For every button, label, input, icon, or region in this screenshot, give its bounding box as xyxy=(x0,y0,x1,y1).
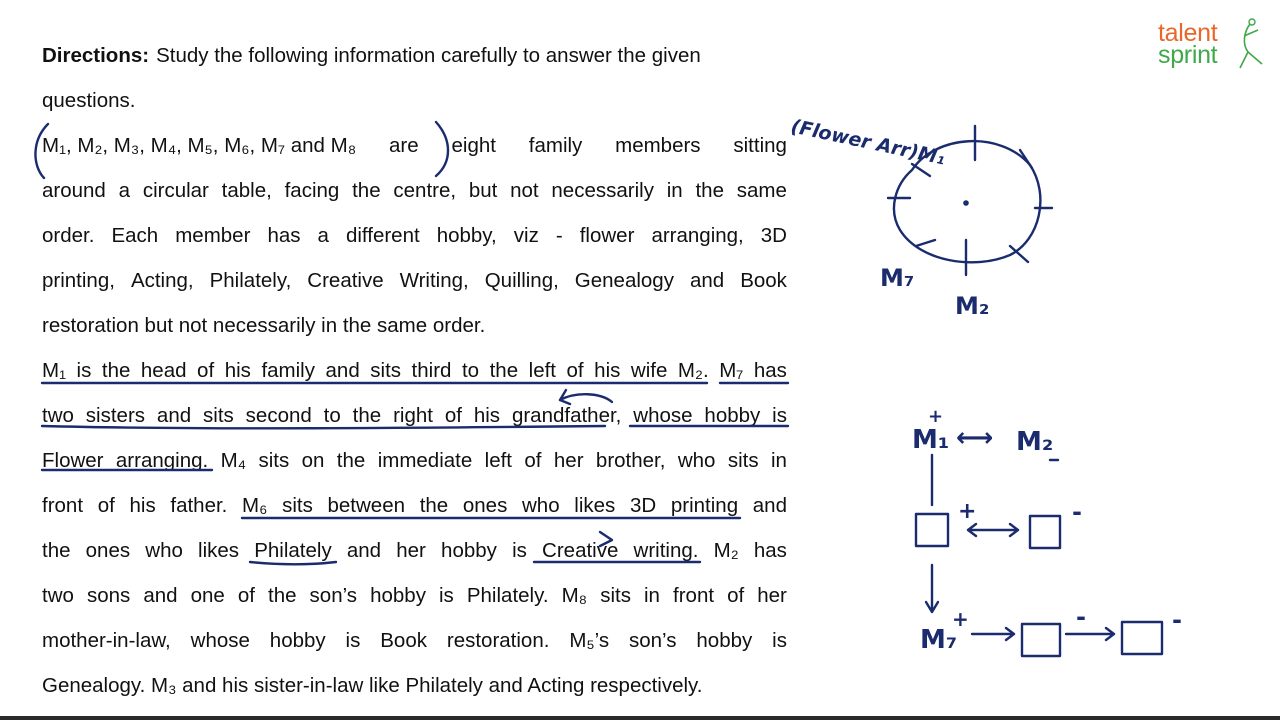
tree-m1: M₁ xyxy=(912,425,950,455)
minus-mark: - xyxy=(1072,498,1082,526)
passage-line xyxy=(42,33,787,78)
passage-word: is xyxy=(772,404,787,427)
passage-word: and xyxy=(346,539,382,562)
seat-tick xyxy=(1020,150,1032,168)
seating-circle xyxy=(894,141,1040,262)
plus-mark: + xyxy=(928,406,944,427)
passage-word: of xyxy=(237,584,255,607)
passage-word: viz xyxy=(513,224,539,247)
passage-line xyxy=(42,78,787,123)
flower-arr-label: (Flower Arr)M₁ xyxy=(788,115,948,170)
passage-line xyxy=(42,618,787,663)
passage-word: hobby xyxy=(269,629,326,652)
passage-line xyxy=(42,528,787,573)
passage-word: order. xyxy=(42,224,95,247)
passage-line xyxy=(42,348,787,393)
passage-word: front xyxy=(42,494,84,517)
passage-word: 3D xyxy=(760,224,787,247)
passage-word: M₆ xyxy=(242,494,268,517)
passage-word: left xyxy=(528,359,556,382)
passage-word: wife xyxy=(630,359,668,382)
passage-word: of xyxy=(727,584,745,607)
passage-word: son’s xyxy=(629,629,677,652)
passage-word: eight xyxy=(451,134,496,157)
passage-word: different xyxy=(345,224,420,247)
passage-word: M₁, M₂, M₃, M₄, M₅, M₆, M₇ and M₈ xyxy=(42,134,357,157)
passage-word: hobby xyxy=(370,584,426,607)
passage-word: mother-in-law, xyxy=(42,629,171,652)
passage-word: his xyxy=(594,359,621,382)
passage-line xyxy=(42,393,787,438)
passage-text: restoration but not necessarily in the same order. xyxy=(42,314,486,337)
passage-word: a xyxy=(118,179,131,202)
passage-word: his xyxy=(473,404,501,427)
passage-word: not xyxy=(510,179,539,202)
passage-word: is xyxy=(76,359,92,382)
passage-word: are xyxy=(389,134,419,157)
passage-line xyxy=(42,123,787,168)
passage-line xyxy=(42,258,787,303)
minus-mark: - xyxy=(1076,603,1086,631)
passage-word: ones xyxy=(462,494,508,517)
passage-word: the xyxy=(42,539,71,562)
passage-word: right xyxy=(393,404,433,427)
passage-word: is xyxy=(772,629,787,652)
passage-word: third xyxy=(411,359,452,382)
passage-word: her xyxy=(553,449,584,472)
passage-line xyxy=(42,438,787,483)
passage-word: who xyxy=(145,539,183,562)
passage-word: and xyxy=(752,494,787,517)
passage-word: has xyxy=(753,539,787,562)
passage-word: Philately xyxy=(254,539,332,562)
passage-word: Book xyxy=(740,269,787,292)
passage-word: the xyxy=(489,359,519,382)
person-box xyxy=(1022,624,1060,656)
passage-word: Philately, xyxy=(209,269,292,292)
passage-word: hobby, xyxy=(436,224,497,247)
plus-mark: + xyxy=(952,607,969,631)
passage-word: Acting, xyxy=(130,269,194,292)
passage-text: Genealogy. M₃ and his sister-in-law like Philately and Acting respectively. xyxy=(42,674,703,697)
passage-word: member xyxy=(175,224,251,247)
runner-icon xyxy=(1158,18,1268,73)
passage-word: printing, xyxy=(42,269,115,292)
passage-word: family xyxy=(261,359,315,382)
seat-label-m7: M₇ xyxy=(880,264,915,292)
circle-centre-dot xyxy=(964,201,967,204)
passage-word: centre, xyxy=(393,179,457,202)
passage-word: circular xyxy=(142,179,209,202)
passage-word: and xyxy=(325,359,360,382)
passage-line xyxy=(42,663,787,708)
passage-word: flower xyxy=(579,224,635,247)
person-box xyxy=(1122,622,1162,654)
passage-word: hobby xyxy=(696,629,753,652)
passage-word: Writing, xyxy=(399,269,469,292)
passage-word: his xyxy=(129,494,156,517)
passage-word: facing xyxy=(284,179,340,202)
passage-word: M₈ xyxy=(561,584,588,607)
passage-word: of xyxy=(444,404,462,427)
passage-word: two xyxy=(42,404,74,427)
seat-tick xyxy=(916,240,935,246)
passage-word: table, xyxy=(221,179,272,202)
passage-word: arranging. xyxy=(115,449,209,472)
passage-word: M₁ xyxy=(42,359,66,382)
passage-word: of xyxy=(97,494,115,517)
passage-word: whose xyxy=(190,629,250,652)
passage-word: around xyxy=(42,179,106,202)
passage-word: grandfather, xyxy=(511,404,622,427)
passage-word: the xyxy=(419,494,449,517)
minus-mark: - xyxy=(1172,606,1182,634)
passage-word: of xyxy=(197,359,215,382)
passage-line xyxy=(42,303,787,348)
passage-word: two xyxy=(42,584,74,607)
passage-word: and xyxy=(689,269,725,292)
passage-word: of xyxy=(566,359,584,382)
passage-line xyxy=(42,573,787,618)
passage-word: likes xyxy=(198,539,240,562)
passage-word: who xyxy=(677,449,716,472)
talentsprint-logo xyxy=(1158,18,1268,73)
passage-word: the xyxy=(336,449,366,472)
directions-heading: Directions: xyxy=(42,44,150,67)
passage-word: - xyxy=(555,224,563,247)
seat-tick xyxy=(912,164,930,176)
passage-word: sits xyxy=(600,584,631,607)
passage-word: and xyxy=(143,584,178,607)
passage-word: sits xyxy=(370,359,402,382)
passage-word: immediate xyxy=(377,449,473,472)
passage-word: M₂ xyxy=(713,539,739,562)
passage-word: Each xyxy=(111,224,159,247)
passage-word: the xyxy=(695,179,724,202)
directions-text: Study the following information carefully to answer the given xyxy=(156,44,701,67)
passage-word: writing. xyxy=(633,539,699,562)
passage-word: head xyxy=(140,359,187,382)
directions-text: questions. xyxy=(42,89,136,112)
logo-talent-text: talent xyxy=(1158,19,1218,47)
passage-word: her xyxy=(757,584,787,607)
passage-word: family xyxy=(528,134,583,157)
passage-word: members xyxy=(615,134,701,157)
passage-word: likes xyxy=(574,494,616,517)
passage-word: hobby xyxy=(441,539,497,562)
passage-word: the xyxy=(352,179,381,202)
passage-word: second xyxy=(245,404,312,427)
sibling-arrow xyxy=(972,628,1014,640)
passage-word: is xyxy=(512,539,527,562)
passage-word: one xyxy=(190,584,225,607)
passage-word: her xyxy=(396,539,426,562)
passage-word: the xyxy=(101,359,131,382)
passage-word: who xyxy=(522,494,560,517)
child-arrow xyxy=(926,565,938,612)
passage-word: 3D xyxy=(629,494,657,517)
passage-word: a xyxy=(317,224,329,247)
passage-line xyxy=(42,483,787,528)
passage-word: Book xyxy=(380,629,427,652)
passage-word: necessarily xyxy=(551,179,654,202)
passage-line xyxy=(42,213,787,258)
passage-word: on xyxy=(301,449,325,472)
passage-word: Flower xyxy=(42,449,104,472)
passage-word: ones xyxy=(85,539,131,562)
tree-m2: M₂ xyxy=(1016,427,1054,457)
passage-word: to xyxy=(461,359,480,382)
passage-word: sons xyxy=(86,584,131,607)
passage-word: his xyxy=(224,359,251,382)
sibling-arrow xyxy=(1066,628,1114,640)
passage-word: M₂. xyxy=(677,359,709,382)
passage-word: of xyxy=(524,449,542,472)
spouse-arrow xyxy=(968,524,1018,536)
passage-word: restoration. xyxy=(446,629,550,652)
passage-word: in xyxy=(644,584,660,607)
passage-word: Philately. xyxy=(466,584,549,607)
passage-word: but xyxy=(468,179,498,202)
passage-word: sitting xyxy=(733,134,787,157)
tree-double-arrow: ⟷ xyxy=(956,423,994,453)
passage-word: sits xyxy=(727,449,759,472)
passage-word: M₇ xyxy=(719,359,744,382)
passage-word: sits xyxy=(258,449,290,472)
passage-word: in xyxy=(770,449,787,472)
passage-word: has xyxy=(753,359,787,382)
passage-word: son’s xyxy=(309,584,358,607)
passage-word: printing xyxy=(670,494,739,517)
passage-word: whose xyxy=(633,404,693,427)
passage-word: and xyxy=(156,404,192,427)
person-box xyxy=(1030,516,1060,548)
passage-word: sits xyxy=(203,404,234,427)
passage-word: to xyxy=(323,404,341,427)
person-box xyxy=(916,514,948,546)
bottom-border xyxy=(0,716,1280,720)
logo-sprint-text: sprint xyxy=(1158,41,1218,69)
plus-mark: + xyxy=(958,499,977,524)
passage-word: M₄ xyxy=(220,449,247,472)
directions-passage xyxy=(42,33,787,708)
seat-tick xyxy=(1010,246,1028,262)
passage-word: is xyxy=(345,629,361,652)
passage-word: the xyxy=(268,584,297,607)
passage-word: hobby xyxy=(704,404,761,427)
passage-word: same xyxy=(736,179,787,202)
passage-word: Genealogy xyxy=(574,269,674,292)
seat-label-m2: M₂ xyxy=(955,292,990,320)
passage-word: Quilling, xyxy=(484,269,559,292)
passage-word: father. xyxy=(170,494,228,517)
passage-word: Creative xyxy=(307,269,384,292)
passage-word: the xyxy=(352,404,382,427)
passage-word: in xyxy=(666,179,683,202)
passage-word: has xyxy=(267,224,301,247)
passage-word: M₅’s xyxy=(569,629,610,652)
tree-m7: M₇ xyxy=(920,625,958,655)
passage-word: between xyxy=(327,494,406,517)
passage-word: Creative xyxy=(542,539,619,562)
passage-word: arranging, xyxy=(651,224,744,247)
passage-word: sisters xyxy=(85,404,146,427)
passage-word: left xyxy=(484,449,512,472)
passage-line xyxy=(42,168,787,213)
passage-word: front xyxy=(673,584,715,607)
passage-word: brother, xyxy=(595,449,666,472)
passage-word: sits xyxy=(282,494,313,517)
passage-word: is xyxy=(439,584,454,607)
